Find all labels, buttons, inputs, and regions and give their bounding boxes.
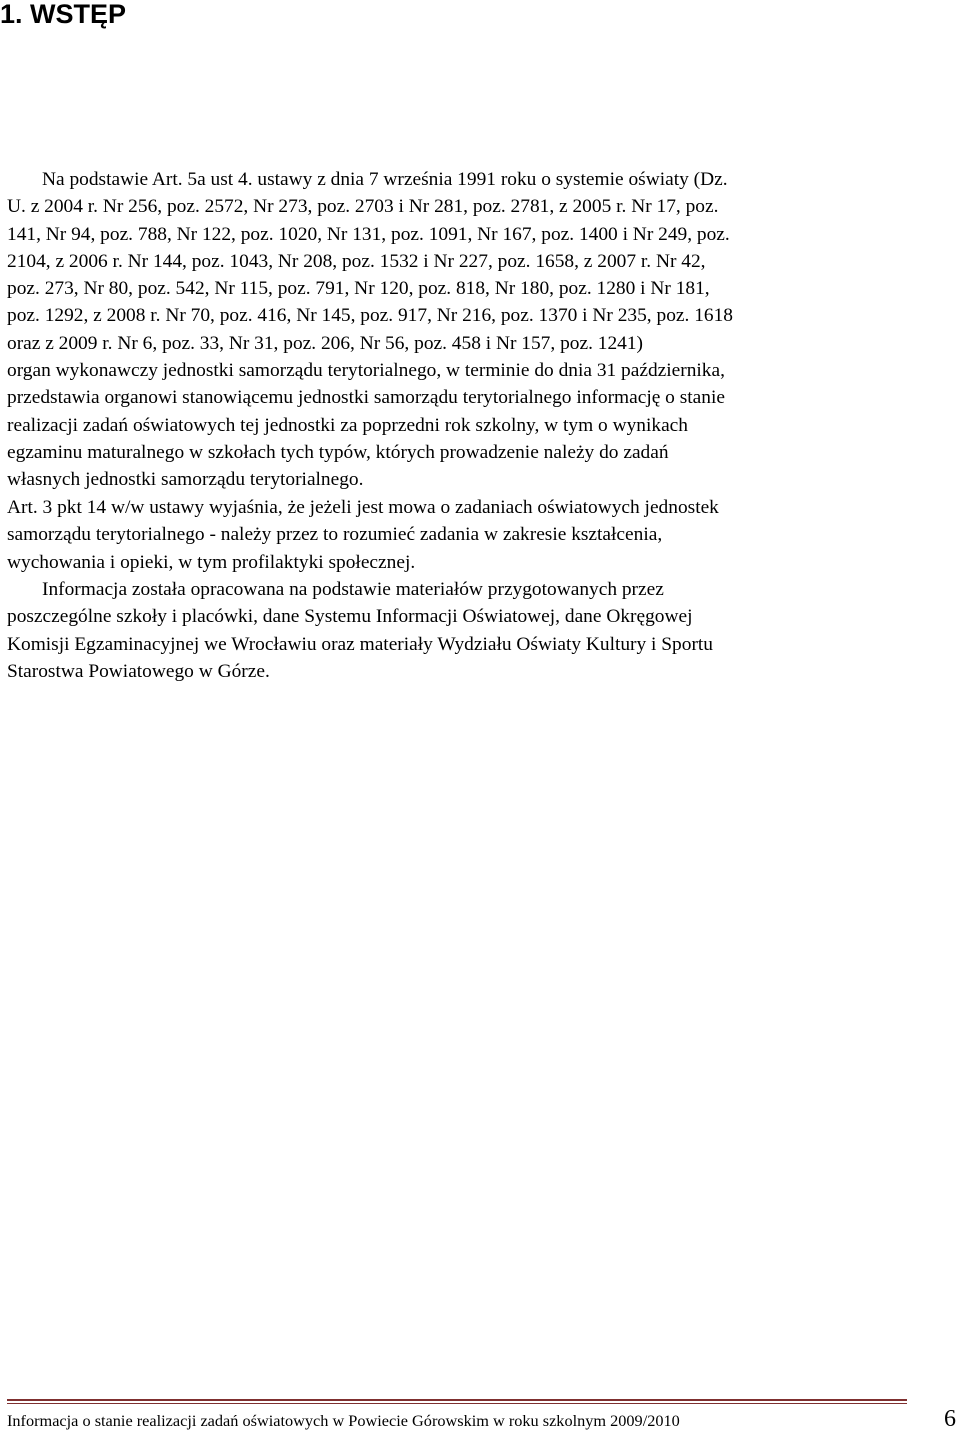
paragraph-art3 <box>7 494 897 576</box>
section-heading: 1. WSTĘP <box>0 0 127 29</box>
text-line: organ wykonawczy jednostki samorządu terytorialnego, w terminie do dnia 31 października, <box>7 360 725 382</box>
paragraph-sources <box>7 576 897 685</box>
text-line: poz. 273, Nr 80, poz. 542, Nr 115, poz. 791, Nr 120, poz. 818, Nr 180, poz. 1280 i Nr 181, <box>7 278 710 300</box>
paragraph-legal-basis <box>7 166 897 494</box>
footer-divider-thin <box>7 1403 907 1404</box>
text-line: realizacji zadań oświatowych tej jednostki za poprzedni rok szkolny, w tym o wynikach <box>7 414 688 436</box>
footer-title: Informacja o stanie realizacji zadań oświatowych w Powiecie Górowskim w roku szkolnym 2009/2010 <box>7 1411 680 1430</box>
text-line: wychowania i opieki, w tym profilaktyki społecznej. <box>7 551 416 573</box>
text-line: 141, Nr 94, poz. 788, Nr 122, poz. 1020, Nr 131, poz. 1091, Nr 167, poz. 1400 i Nr 249, poz. <box>7 223 730 245</box>
text-line: Starostwa Powiatowego w Górze. <box>7 660 270 682</box>
text-line: Na podstawie Art. 5a ust 4. ustawy z dnia 7 września 1991 roku o systemie oświaty (Dz. <box>42 169 728 190</box>
text-line: poz. 1292, z 2008 r. Nr 70, poz. 416, Nr 145, poz. 917, Nr 216, poz. 1370 i Nr 235, poz. 1618 <box>7 305 733 327</box>
text-line: przedstawia organowi stanowiącemu jednostki samorządu terytorialnego informację o stanie <box>7 387 725 409</box>
text-line: poszczególne szkoły i placówki, dane Systemu Informacji Oświatowej, dane Okręgowej <box>7 606 693 628</box>
page-number: 6 <box>944 1406 956 1432</box>
text-line: U. z 2004 r. Nr 256, poz. 2572, Nr 273, poz. 2703 i Nr 281, poz. 2781, z 2005 r. Nr 17, poz. <box>7 196 719 218</box>
text-line: własnych jednostki samorządu terytorialnego. <box>7 469 364 491</box>
text-line: 2104, z 2006 r. Nr 144, poz. 1043, Nr 208, poz. 1532 i Nr 227, poz. 1658, z 2007 r. Nr 42, <box>7 250 706 272</box>
text-line: egzaminu maturalnego w szkołach tych typów, których prowadzenie należy do zadań <box>7 441 669 463</box>
text-line: samorządu terytorialnego - należy przez to rozumieć zadania w zakresie kształcenia, <box>7 524 663 546</box>
text-line: Informacja została opracowana na podstawie materiałów przygotowanych przez <box>42 579 664 600</box>
text-line: Komisji Egzaminacyjnej we Wrocławiu oraz materiały Wydziału Oświaty Kultury i Sportu <box>7 633 713 655</box>
text-line: Art. 3 pkt 14 w/w ustawy wyjaśnia, że jeżeli jest mowa o zadaniach oświatowych jednostek <box>7 497 719 518</box>
footer-divider <box>7 1399 907 1401</box>
text-line: oraz z 2009 r. Nr 6, poz. 33, Nr 31, poz. 206, Nr 56, poz. 458 i Nr 157, poz. 1241) <box>7 332 643 354</box>
